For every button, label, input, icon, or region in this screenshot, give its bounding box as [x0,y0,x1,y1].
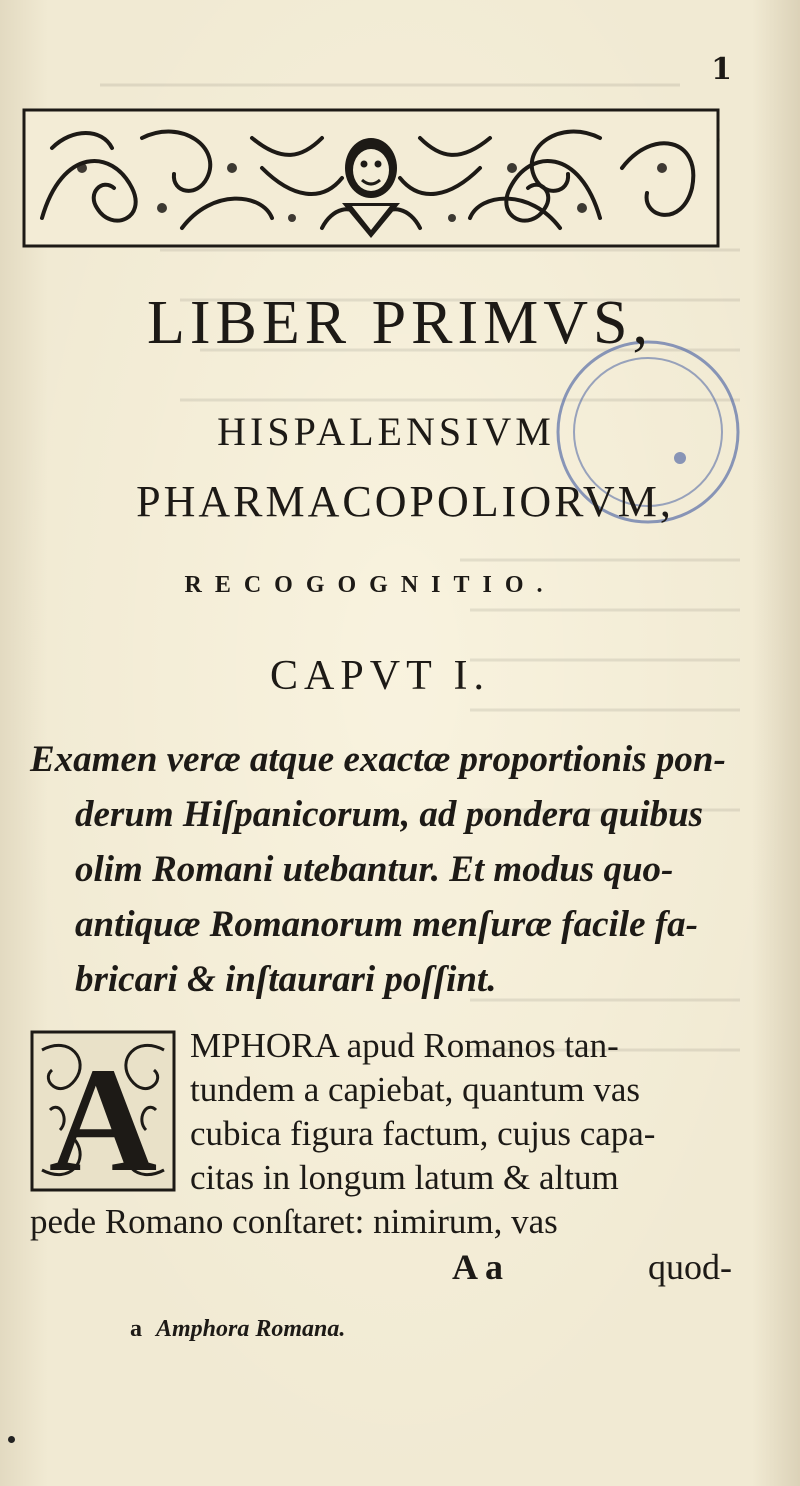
title-line-hispalensium: HISPALENSIVM [217,409,555,454]
chapter-summary [30,732,775,1007]
footnote [130,1316,345,1343]
footnote-text: Amphora Romana. [156,1316,346,1342]
title-line-recognitio: RECOGOGNITIO. [184,572,556,598]
ink-spot [8,1436,15,1443]
drop-cap-letter: A [48,1037,158,1192]
book-title: LIBER PRIMVS, [147,289,653,357]
catch-line [0,1246,800,1296]
body-text [30,1024,775,1244]
summary-line: derum Hiſpanicorum, ad pondera quibus [75,794,704,835]
summary-line: olim Romani utebantur. Et modus quo- [75,849,674,890]
catchword: quod- [648,1247,732,1287]
body-line: pede Romano conſtaret: nimirum, vas [30,1202,558,1241]
title-line-pharmacopoliorum: PHARMACOPOLIORVM, [136,477,674,526]
body-line: cubica figura factum, cujus capa- [190,1114,656,1153]
chapter-heading: CAPVT I. [270,653,490,699]
body-line: tundem a capiebat, quantum vas [190,1070,640,1109]
page-number: 1 [711,52,732,87]
woodcut-headpiece-ornament [22,108,720,248]
summary-line: Examen veræ atque exactæ proportionis pon- [30,739,726,780]
footnote-marker: a [130,1316,142,1342]
summary-line: bricari & inſtaurari poſſint. [75,959,497,1000]
body-line: citas in longum latum & altum [190,1158,619,1197]
body-line: MPHORA apud Romanos tan- [190,1026,619,1065]
signature-mark: A a [452,1247,504,1287]
summary-line: antiquæ Romanorum menſuræ facile fa- [75,904,698,945]
